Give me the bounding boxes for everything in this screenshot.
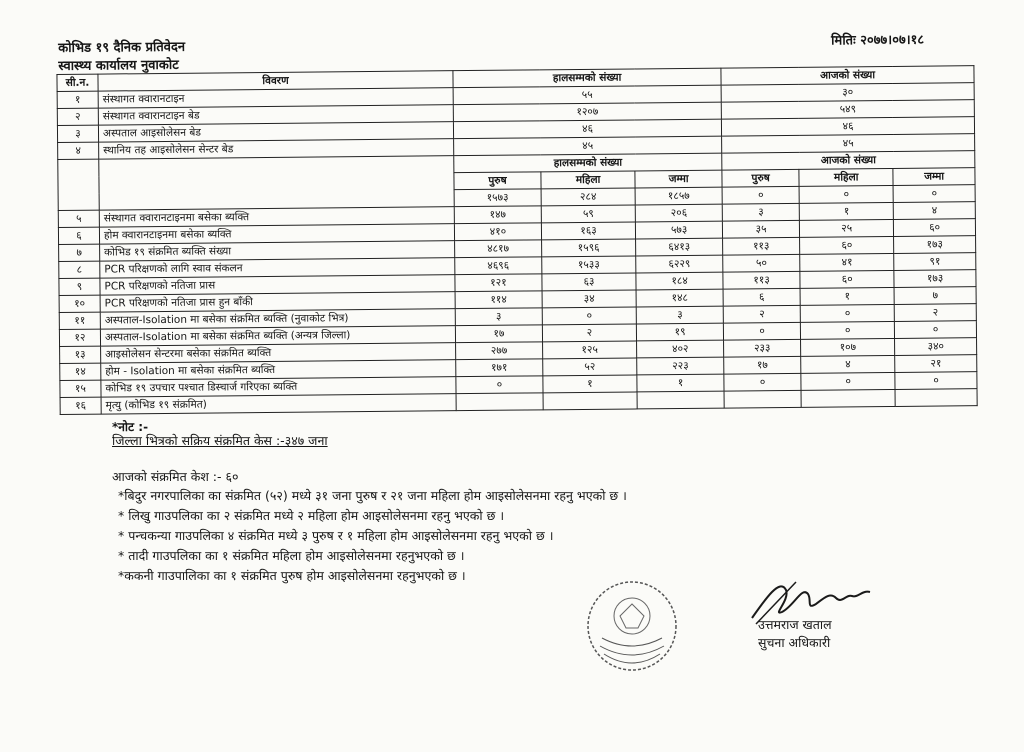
cell-serial: ४ <box>58 142 99 159</box>
cell-value: १२५ <box>542 341 636 359</box>
blank-cell <box>58 159 99 210</box>
cell-serial: ३ <box>57 125 98 142</box>
cell-value: २३३ <box>724 339 801 357</box>
cell-value: ७ <box>894 287 976 305</box>
cell-value: ५७३ <box>636 221 723 239</box>
report-header <box>56 19 974 74</box>
cell-value: ० <box>724 373 801 391</box>
cell-value: ४८१७ <box>455 240 542 258</box>
cell-desc: होम - Isolation मा बसेका संक्रमित ब्यक्ति <box>101 360 456 380</box>
cell-value: ६४१३ <box>636 238 723 256</box>
cell-serial: ९ <box>59 278 100 295</box>
cell-value: ६२२९ <box>636 255 723 273</box>
cell-today: ४६ <box>722 117 975 136</box>
cell-desc: अस्पताल आइसोलेसन बेड <box>98 122 453 142</box>
report-date <box>831 30 924 49</box>
cell-desc: अस्पताल-Isolation मा बसेका संक्रमित ब्यक्ति (अन्यत्र जिल्ला) <box>100 326 455 346</box>
table-body <box>58 202 977 415</box>
cell-value: १०७ <box>801 338 895 356</box>
signatory-name: उत्तमराज खताल <box>758 617 832 632</box>
cell-value: ६३ <box>542 273 636 291</box>
cell-value: ११४ <box>455 291 542 309</box>
sub-head-to-date: हालसम्मको संख्या <box>454 153 722 173</box>
cell-value <box>543 392 637 410</box>
note-label: *नोट :- <box>112 420 149 434</box>
cell-value: १९ <box>637 323 724 341</box>
cell-value: २ <box>723 305 800 323</box>
cell-value: १७ <box>455 325 542 343</box>
cell-value: ११३ <box>723 237 800 255</box>
cell-desc: कोभिड १९ संक्रमित ब्यक्ति संख्या <box>100 241 455 261</box>
cell-value: ६० <box>800 270 894 288</box>
note-line: * लिखु गाउपलिका का २ संक्रमित मध्ये २ महिला होम आइसोलेसनमा रहनु भएको छ । <box>118 508 505 523</box>
cell-value: ४०२ <box>637 340 724 358</box>
col-to-date: हालसम्मको संख्या <box>453 68 721 88</box>
cell-serial: १५ <box>60 380 101 397</box>
cell-desc: संस्थागत क्वारानटाइन बेड <box>98 105 453 125</box>
cell-today: ५४९ <box>721 100 974 119</box>
cell-serial: ११ <box>59 312 100 329</box>
head-male: पुरुष <box>454 172 541 190</box>
cell-today: ३० <box>721 83 974 102</box>
cell-desc: PCR परिक्षणको लागि स्वाव संकलन <box>100 258 455 278</box>
cell-value: ६ <box>723 288 800 306</box>
head-male: पुरुष <box>722 169 799 187</box>
office-name: स्वास्थ्य कार्यालय नुवाकोट <box>58 57 179 74</box>
cell-value: २०६ <box>635 204 722 222</box>
cell-value: ० <box>895 321 977 339</box>
cell-value: १ <box>799 202 893 220</box>
cell-serial: १४ <box>60 363 101 380</box>
cell-value <box>801 389 895 407</box>
cell-serial: १६ <box>60 397 101 414</box>
head-total: जम्मा <box>635 170 722 188</box>
cell-value: ० <box>800 304 894 322</box>
cell-to-date: ४५ <box>454 136 722 156</box>
cell-value <box>637 391 724 409</box>
cell-value: ४१० <box>454 223 541 241</box>
cell-desc: मृत्यु (कोभिड १९ संक्रमित) <box>101 394 456 414</box>
cell-value: ३५ <box>723 220 800 238</box>
col-today: आजको संख्या <box>721 66 974 85</box>
cell-value: ० <box>722 186 799 204</box>
cell-to-date: ५५ <box>453 85 721 105</box>
cell-value: ११३ <box>723 271 800 289</box>
cell-serial: २ <box>57 108 98 125</box>
cell-value: २ <box>542 324 636 342</box>
report-sheet <box>56 19 978 415</box>
cell-value: २७७ <box>456 342 543 360</box>
head-female: महिला <box>541 171 635 189</box>
cell-value: १४७ <box>454 206 541 224</box>
case-notes <box>118 486 627 586</box>
note-line: * तादी गाउपलिका का १ संक्रमित महिला होम आइसोलेसनमा रहनुभएको छ । <box>118 548 465 563</box>
cell-value: ० <box>542 307 636 325</box>
cell-value: २५ <box>800 219 894 237</box>
cell-value: १७३ <box>894 236 976 254</box>
cell-desc: संस्थागत क्वारानटाइनमा बसेका ब्यक्ति <box>99 207 454 227</box>
cell-value: ० <box>799 185 893 203</box>
cell-value: १ <box>637 374 724 392</box>
cell-value: १७३ <box>894 270 976 288</box>
cell-value: ३४ <box>542 290 636 308</box>
report-table <box>56 65 977 415</box>
cell-value: १५७३ <box>454 189 541 207</box>
cell-value: १२१ <box>455 274 542 292</box>
cell-today: ४५ <box>722 134 975 153</box>
cell-value: ० <box>801 321 895 339</box>
cell-value: १ <box>543 375 637 393</box>
cell-value: २ <box>895 304 977 322</box>
report-title: कोभिड १९ दैनिक प्रतिवेदन <box>58 39 186 56</box>
cell-value: ४ <box>801 355 895 373</box>
cell-desc: PCR परिक्षणको नतिजा प्रास हुन बाँकी <box>100 292 455 312</box>
cell-value: १४८ <box>636 289 723 307</box>
cell-value: ३ <box>722 203 799 221</box>
note-line: *बिदुर नगरपालिका का संक्रमित (५२) मध्ये ३१ जना पुरुष र २१ जना महिला होम आइसोलेसनमा रहनु भएको छ । <box>118 488 627 503</box>
cell-serial: १२ <box>59 329 100 346</box>
cell-value: १५३३ <box>542 256 636 274</box>
cell-value: ४ <box>894 202 976 220</box>
cell-value: १८५७ <box>635 187 722 205</box>
cell-desc: अस्पताल-Isolation मा बसेका संक्रमित ब्यक्ति (नुवाकोट भित्र) <box>100 309 455 329</box>
note-line: *ककनी गाउपालिका का १ संक्रमित पुरुष होम आइसोलेसनमा रहनुभएको छ । <box>118 568 466 583</box>
cell-value: ३ <box>455 308 542 326</box>
col-description: विवरण <box>98 71 453 91</box>
cell-value: १६३ <box>541 222 635 240</box>
cell-serial: ६ <box>58 227 99 244</box>
cell-to-date: १२०७ <box>453 102 721 122</box>
cell-desc: PCR परिक्षणको नतिजा प्रास <box>100 275 455 295</box>
cell-serial: ५ <box>58 210 99 227</box>
cell-desc: आइसोलेसन सेन्टरमा बसेका संक्रमित ब्यक्ति <box>101 343 456 363</box>
date-label: मितिः <box>831 33 856 49</box>
cell-desc: होम क्वारानटाइनमा बसेका ब्यक्ति <box>99 224 454 244</box>
col-serial: सी.न. <box>57 74 98 91</box>
sub-head-today: आजको संख्या <box>722 151 975 170</box>
cell-value: ४१ <box>800 253 894 271</box>
head-total: जम्मा <box>893 168 975 186</box>
cell-to-date: ४६ <box>453 119 721 139</box>
cell-serial: ७ <box>59 244 100 261</box>
cell-value: ० <box>456 376 543 394</box>
date-value: २०७७।०७।१८ <box>860 32 925 49</box>
cell-desc: स्थानिय तह आइसोलेसन सेन्टर बेड <box>99 139 454 159</box>
cell-value: ६० <box>894 219 976 237</box>
cell-value: ० <box>801 372 895 390</box>
office-stamp <box>582 576 682 676</box>
cell-value: १७ <box>724 356 801 374</box>
cell-value: १५९६ <box>542 239 636 257</box>
cell-serial: ८ <box>59 261 100 278</box>
cell-value: ६० <box>800 236 894 254</box>
cell-value: ३४० <box>895 338 977 356</box>
cell-desc: कोभिड १९ उपचार पश्चात डिस्चार्ज गरिएका ब्यक्ति <box>101 377 456 397</box>
cell-serial: १० <box>59 295 100 312</box>
cell-value <box>895 389 977 407</box>
head-female: महिला <box>799 168 893 186</box>
cell-value: ३ <box>636 306 723 324</box>
cell-value: ० <box>724 322 801 340</box>
cell-desc: संस्थागत क्वारानटाइन <box>98 88 453 108</box>
cell-value: ५९ <box>541 205 635 223</box>
cell-value: ५० <box>723 254 800 272</box>
cell-value <box>724 390 801 408</box>
cell-value: २८४ <box>541 188 635 206</box>
blank-cell <box>99 156 454 210</box>
cell-value: १ <box>800 287 894 305</box>
cell-value: २२३ <box>637 357 724 375</box>
cell-serial: १ <box>57 91 98 108</box>
today-cases: आजको संक्रमित केश :- ६० <box>112 469 239 484</box>
cell-value: ५२ <box>543 358 637 376</box>
cell-value: ४६९६ <box>455 257 542 275</box>
cell-value: २१ <box>895 355 977 373</box>
cell-value: ० <box>895 372 977 390</box>
cell-value: १८४ <box>636 272 723 290</box>
active-cases: जिल्ला भित्रको सक्रिय संक्रमित केस :-३४७ जना <box>112 433 328 448</box>
cell-value: १७१ <box>456 359 543 377</box>
signatory-title: सुचना अधिकारी <box>758 635 831 650</box>
cell-value <box>456 393 543 411</box>
cell-value: ९१ <box>894 253 976 271</box>
cell-serial: १३ <box>60 346 101 363</box>
note-line: * पन्चकन्या गाउपलिका ४ संक्रमित मध्ये ३ पुरुष र १ महिला होम आइसोलेसनमा रहनु भएको छ । <box>118 528 554 543</box>
cell-value: ० <box>893 185 975 203</box>
